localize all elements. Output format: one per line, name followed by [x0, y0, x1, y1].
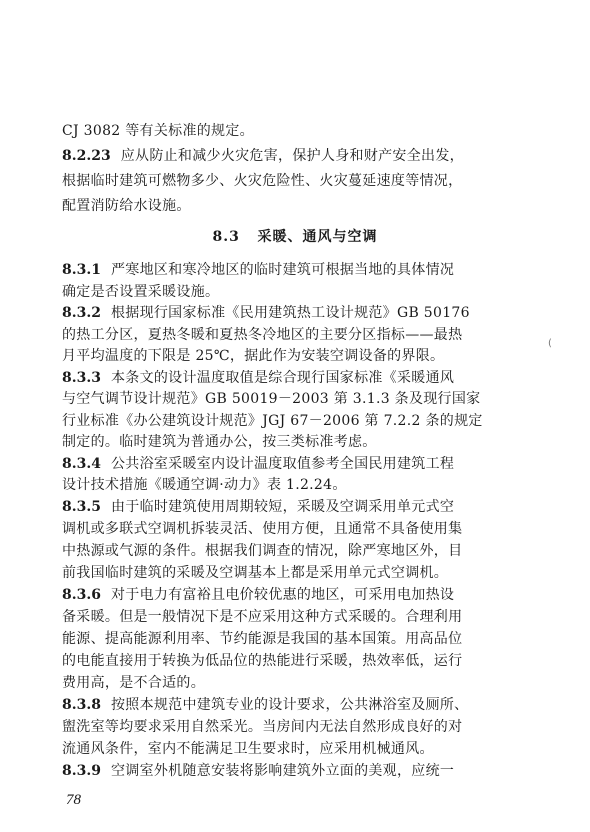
text-line: 与空气调节设计规范》GB 50019－2003 第 3.1.3 条及现行国家 [62, 391, 481, 407]
text-line: 制定的。临时建筑为普通办公，按三类标准考虑。 [62, 434, 377, 450]
clause-8-3-9: 8.3.9 空调室外机随意安装将影响建筑外立面的美观，应统一 [62, 763, 455, 779]
clause-number: 8.3.4 [62, 456, 101, 472]
text-line: CJ 3082 等有关标准的规定。 [62, 123, 254, 139]
text-line: 费用高，是不合适的。 [62, 675, 205, 691]
clause-8-3-8: 8.3.8 按照本规范中建筑专业的设计要求，公共淋浴室及厕所、 [62, 697, 469, 713]
clause-8-3-1: 8.3.1 严寒地区和寒冷地区的临时建筑可根据当地的具体情况 [62, 262, 455, 278]
text-line: 前我国临时建筑的采暖及空调基本上都是采用单元式空调机。 [62, 565, 449, 581]
clause-8-2-23: 8.2.23 应从防止和减少火灾危害，保护人身和财产安全出发， [62, 148, 464, 164]
section-heading [0, 227, 590, 247]
clause-number: 8.2.23 [62, 148, 111, 164]
text-line: 的电能直接用于转换为低品位的热能进行采暖，热效率低，运行 [62, 653, 463, 669]
text-line: 确定是否设置采暖设施。 [62, 284, 220, 300]
text-line: 设计技术措施《暖通空调·动力》表 1.2.24。 [62, 477, 347, 493]
clause-8-3-5: 8.3.5 由于临时建筑使用周期较短，采暖及空调采用单元式空 [62, 499, 455, 515]
clause-number: 8.3.2 [62, 305, 101, 321]
text-line: 根据临时建筑可燃物多少、火灾危险性、火灾蔓延速度等情况， [62, 173, 463, 189]
clause-number: 8.3.5 [62, 499, 101, 515]
clause-8-3-2: 8.3.2 根据现行国家标准《民用建筑热工设计规范》GB 50176 [62, 305, 470, 321]
clause-number: 8.3.6 [62, 587, 101, 603]
text-line: 流通风条件，室内不能满足卫生要求时，应采用机械通风。 [62, 741, 434, 757]
text-line: 备采暖。但是一般情况下是不应采用这种方式采暖的。合理利用 [62, 609, 463, 625]
clause-8-3-6: 8.3.6 对于电力有富裕且电价较优惠的地区，可采用电加热设 [62, 587, 455, 603]
text-line: 月平均温度的下限是 25℃，据此作为安装空调设备的界限。 [62, 348, 445, 364]
text-line: 盥洗室等均要求采用自然采光。当房间内无法自然形成良好的对 [62, 719, 463, 735]
page-number: 78 [66, 792, 81, 808]
section-number: 8.3 [212, 229, 240, 245]
clause-number: 8.3.1 [62, 262, 101, 278]
clause-number: 8.3.9 [62, 763, 101, 779]
text-line: 的热工分区，夏热冬暖和夏热冬冷地区的主要分区指标——最热 [62, 327, 463, 343]
clause-number: 8.3.8 [62, 697, 101, 713]
text-line: 调机或多联式空调机拆装灵活、使用方便，且通常不具备使用集 [62, 521, 463, 537]
clause-8-3-3: 8.3.3 本条文的设计温度取值是综合现行国家标准《采暖通风 [62, 370, 455, 386]
text-line: 能源、提高能源利用率、节约能源是我国的基本国策。用高品位 [62, 631, 463, 647]
scan-mark: ( [548, 338, 552, 349]
clause-number: 8.3.3 [62, 370, 101, 386]
text-line: 配置消防给水设施。 [62, 198, 191, 214]
text-line: 中热源或气源的条件。根据我们调查的情况，除严寒地区外，目 [62, 543, 463, 559]
clause-8-3-4: 8.3.4 公共浴室采暖室内设计温度取值参考全国民用建筑工程 [62, 456, 455, 472]
text-line: 行业标准《办公建筑设计规范》JGJ 67－2006 第 7.2.2 条的规定 [62, 413, 483, 429]
section-title: 采暖、通风与空调 [257, 229, 378, 245]
